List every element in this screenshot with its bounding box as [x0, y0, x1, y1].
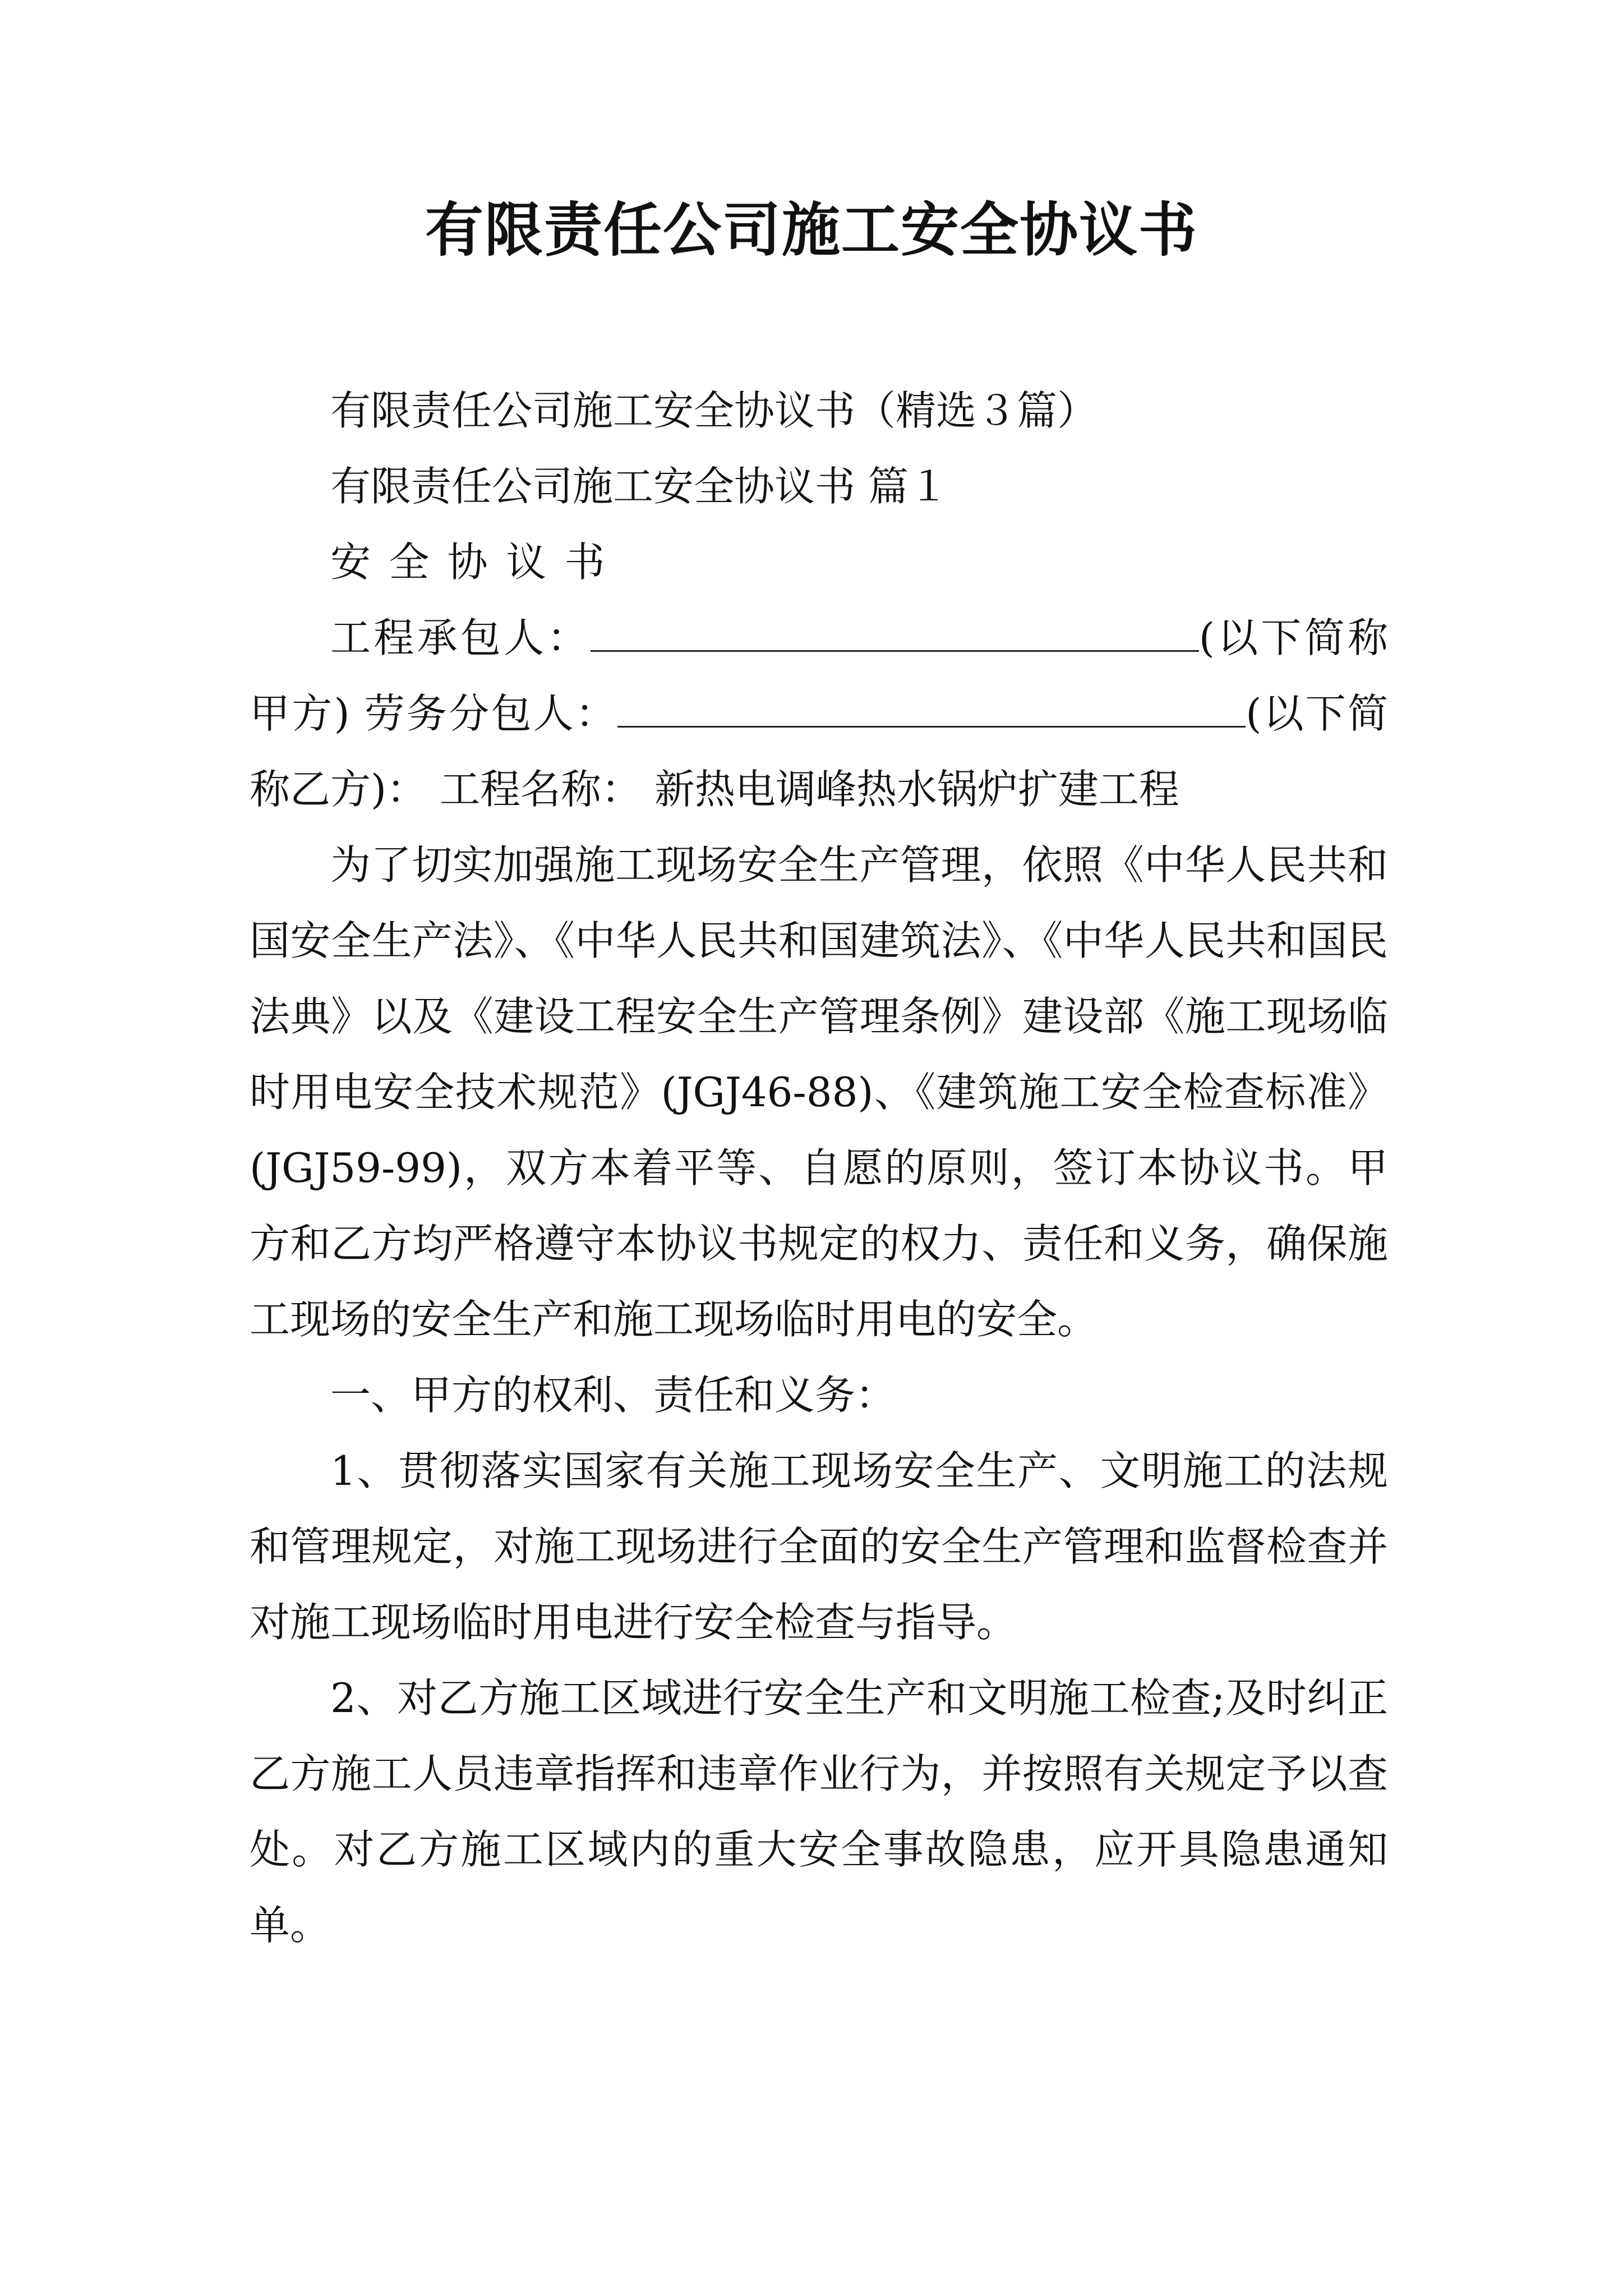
subcontractor-label: 劳务分包人： — [364, 690, 618, 737]
section-heading: 有限责任公司施工安全协议书 篇１ — [330, 463, 949, 510]
clause-2: 2、对乙方施工区域进行安全生产和文明施工检查;及时纠正乙方施工人员违章指挥和违章作业行为，并按照有关规定予以查处。对乙方施工区域内的重大安全事故隐患，应开具隐患通知单。 — [250, 1674, 1388, 1949]
project-label: 工程名称： — [439, 766, 642, 813]
project-name: 新热电调峰热水锅炉扩建工程 — [654, 766, 1179, 813]
subtitle: 有限责任公司施工安全协议书（精选３篇） — [330, 387, 1098, 434]
parties-paragraph — [250, 600, 1388, 827]
agreement-heading: 安全协议书 — [330, 539, 624, 586]
clause-1: 1、贯彻落实国家有关施工现场安全生产、文明施工的法规和管理规定，对施工现场进行全面的安全生产管理和监督检查并对施工现场临时用电进行安全检查与指导。 — [250, 1447, 1388, 1646]
document-title: 有限责任公司施工安全协议书 — [425, 196, 1198, 264]
contractor-blank-line — [591, 611, 1199, 652]
subcontractor-suffix: (以下简称乙方)： — [250, 690, 1389, 813]
contractor-suffix: (以下简称甲方) — [250, 614, 1388, 737]
contractor-label: 工程承包人： — [330, 614, 591, 661]
section-one-heading: 一、甲方的权利、责任和义务： — [330, 1372, 896, 1419]
document-body — [250, 373, 1388, 1963]
intro-paragraph: 为了切实加强施工现场安全生产管理，依照《中华人民共和国安全生产法》、《中华人民共和国建筑法》、《中华人民共和国民法典》以及《建设工程安全生产管理条例》建设部《施工现场临时用电安全技术规范》(JGJ46-88)、《建筑施工安全检查标准》(JGJ59-99)，双方本着平等、自愿的原则，签订本协议书。甲方和乙方均严格遵守本协议书规定的权力、责任和义务，确保施工现场的安全生产和施工现场临时用电的安全。 — [250, 841, 1388, 1343]
subcontractor-blank-line — [617, 687, 1246, 728]
